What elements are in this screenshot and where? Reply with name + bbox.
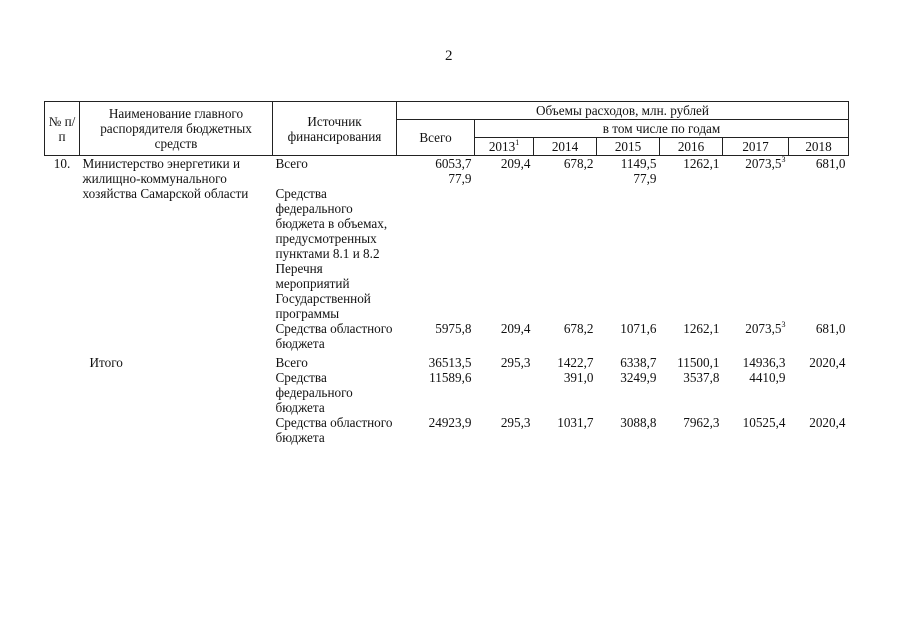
header-total: Всего [397,120,475,156]
table-row [45,415,849,445]
table-row [45,355,849,370]
header-year: 2018 [789,138,849,156]
row-source: Всего [275,355,308,370]
cell-2018: 2020,4 [809,355,846,370]
cell-2015: 3249,9 [620,370,657,385]
cell-2017: 4410,9 [749,370,786,385]
cell-2013 [475,370,534,415]
cell-2018: 2020,4 [809,415,846,430]
row-number: 10. [53,156,71,171]
cell-2018: 681,0 [815,321,846,336]
cell-2015: 1071,6 [620,321,657,336]
header-year: 2015 [597,138,660,156]
expenses-table [44,101,849,445]
header-year: 2016 [660,138,723,156]
cell-2014: 1031,7 [557,415,594,430]
cell-2014: 678,2 [563,321,594,336]
header-number: № п/п [45,102,80,156]
page-number: 2 [445,48,453,64]
row-name: Министерство энергетики и жилищно-коммунального хозяйства Самарской области [82,156,249,201]
cell-total: 24923,9 [428,415,472,430]
cell-total: 6053,7 77,9 [435,156,472,186]
row-name: Итого [89,355,123,370]
cell-2017: 14936,3 [742,355,786,370]
row-source: Средства областного бюджета [275,415,393,445]
header-year: 2013$^1$ [475,138,534,156]
cell-2016: 11500,1 [677,355,720,370]
row-source: Всего [275,156,308,171]
cell-2016: 3537,8 [683,370,720,385]
cell-2014: 391,0 [563,370,594,385]
header-by-years: в том числе по годам [475,120,849,138]
cell-2014: 1422,7 [557,355,594,370]
cell-total: 5975,8 [435,321,472,336]
cell-2018 [789,370,849,415]
cell-2013: 209,4 [500,156,531,171]
cell-total: 11589,6 [429,370,472,385]
cell-2016: 1262,1 [683,156,720,171]
table-row [45,370,849,415]
header-name: Наименование главного распорядителя бюджетных средств [80,102,273,156]
cell-2014: 678,2 [563,156,594,171]
header-volumes: Объемы расходов, млн. рублей [397,102,849,120]
cell-2015: 3088,8 [620,415,657,430]
cell-2013: 295,3 [500,355,531,370]
header-source: Источник финансирования [273,102,397,156]
row-source: Средства федерального бюджета в объемах, предусмотренных пунктами 8.1 и 8.2 Перечня мероприятий Государственной программы [275,186,388,321]
cell-2013: 209,4 [500,321,531,336]
cell-2015: 1149,5 77,9 [620,156,657,186]
cell-2015: 6338,7 [620,355,657,370]
row-source: Средства федерального бюджета [275,370,353,415]
cell-2013: 295,3 [500,415,531,430]
cell-total: 36513,5 [428,355,472,370]
footnote-mark: 1 [515,138,520,147]
row-source: Средства областного бюджета [275,321,393,351]
cell-2018: 681,0 [815,156,846,171]
cell-2017: 10525,4 [742,415,786,430]
cell-2017: 2073,5$^3$ [745,320,786,336]
header-year: 2017 [723,138,789,156]
cell-2017: 2073,5$^3$ [745,155,786,171]
table-row [45,156,849,187]
footnote-mark: 3 [781,155,786,164]
header-year: 2014 [534,138,597,156]
footnote-mark: 3 [781,320,786,329]
cell-2016: 1262,1 [683,321,720,336]
cell-2016: 7962,3 [683,415,720,430]
